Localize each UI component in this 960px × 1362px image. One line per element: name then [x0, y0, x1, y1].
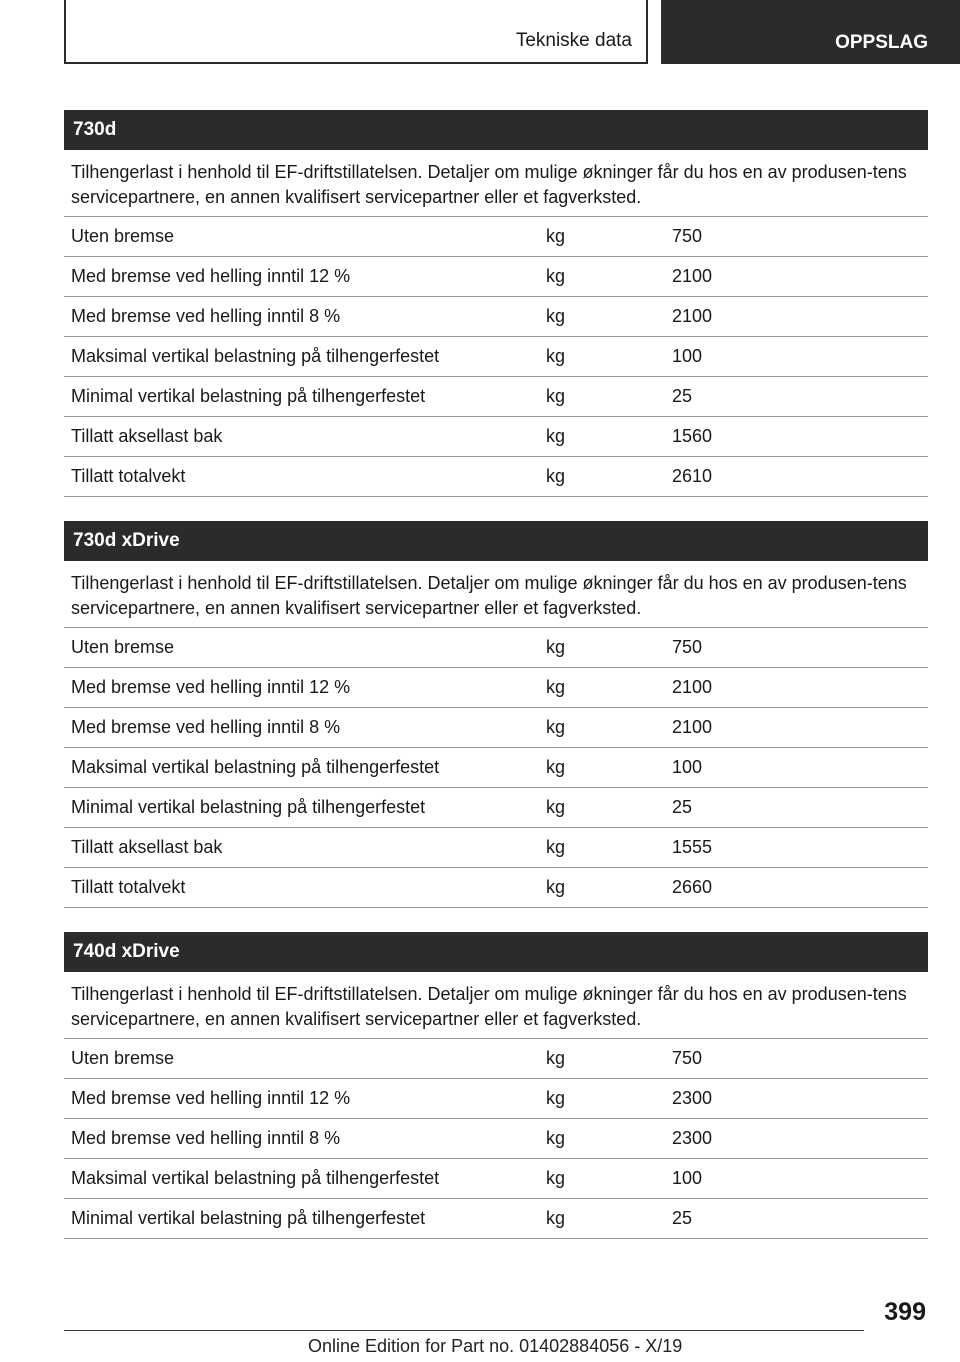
row-unit: kg — [546, 466, 566, 486]
row-label: Maksimal vertikal belastning på tilhengerfestet — [71, 346, 440, 366]
table-row — [64, 1159, 928, 1199]
block-title: 730d xDrive — [64, 521, 928, 561]
table-row — [64, 1039, 928, 1079]
row-value: 2660 — [672, 877, 713, 897]
spec-block-730d — [64, 110, 928, 497]
row-value: 100 — [672, 757, 703, 777]
table-row — [64, 377, 928, 417]
row-label: Maksimal vertikal belastning på tilhengerfestet — [71, 757, 440, 777]
table-row — [64, 628, 928, 668]
table-row — [64, 457, 928, 497]
row-label: Tillatt aksellast bak — [71, 426, 223, 446]
row-value: 750 — [672, 1048, 703, 1068]
row-unit: kg — [546, 1208, 566, 1228]
block-title: 740d xDrive — [64, 932, 928, 972]
row-unit: kg — [546, 637, 566, 657]
row-label: Med bremse ved helling inntil 12 % — [71, 1088, 351, 1108]
table-row — [64, 1199, 928, 1239]
row-label: Minimal vertikal belastning på tilhengerfestet — [71, 797, 426, 817]
row-value: 25 — [672, 1208, 693, 1228]
block-description: Tilhengerlast i henhold til EF-driftstillatelsen. Detaljer om mulige økninger får du hos en av produsen-tens servicepartnere, en annen kvalifisert servicepartner eller et fagverksted. — [64, 561, 928, 628]
section-tab-label: Tekniske data — [515, 30, 632, 51]
row-value: 2100 — [672, 677, 713, 697]
row-unit: kg — [546, 677, 566, 697]
row-value: 2100 — [672, 306, 713, 326]
block-description: Tilhengerlast i henhold til EF-driftstillatelsen. Detaljer om mulige økninger får du hos en av produsen-tens servicepartnere, en annen kvalifisert servicepartner eller et fagverksted. — [64, 150, 928, 217]
table-row — [64, 417, 928, 457]
row-value: 2300 — [672, 1088, 713, 1108]
table-row — [64, 1079, 928, 1119]
spec-block-730d-xdrive — [64, 521, 928, 908]
table-row — [64, 337, 928, 377]
page-number: 399 — [884, 1298, 926, 1326]
row-unit: kg — [546, 386, 566, 406]
row-label: Tillatt totalvekt — [71, 466, 186, 486]
row-unit: kg — [546, 346, 566, 366]
row-value: 750 — [672, 637, 703, 657]
row-value: 2100 — [672, 717, 713, 737]
row-value: 2300 — [672, 1128, 713, 1148]
footer-edition: Online Edition for Part no. 01402884056 - X/19 — [308, 1336, 683, 1356]
row-label: Med bremse ved helling inntil 8 % — [71, 306, 341, 326]
row-unit: kg — [546, 1168, 566, 1188]
row-value: 100 — [672, 346, 703, 366]
row-unit: kg — [546, 266, 566, 286]
row-value: 25 — [672, 386, 693, 406]
row-value: 25 — [672, 797, 693, 817]
spec-block-740d-xdrive — [64, 932, 928, 1239]
row-label: Med bremse ved helling inntil 12 % — [71, 677, 351, 697]
row-unit: kg — [546, 877, 566, 897]
row-unit: kg — [546, 1048, 566, 1068]
row-label: Minimal vertikal belastning på tilhengerfestet — [71, 386, 426, 406]
section-tab[interactable] — [64, 0, 648, 64]
table-row — [64, 868, 928, 908]
row-label: Tillatt aksellast bak — [71, 837, 223, 857]
chapter-tab-label: OPPSLAG — [835, 32, 928, 53]
row-label: Uten bremse — [71, 637, 175, 657]
row-label: Tillatt totalvekt — [71, 877, 186, 897]
row-unit: kg — [546, 1088, 566, 1108]
footer-divider — [64, 1330, 864, 1331]
table-row — [64, 297, 928, 337]
table-row — [64, 828, 928, 868]
block-description: Tilhengerlast i henhold til EF-driftstillatelsen. Detaljer om mulige økninger får du hos en av produsen-tens servicepartnere, en annen kvalifisert servicepartner eller et fagverksted. — [64, 972, 928, 1039]
row-value: 1555 — [672, 837, 713, 857]
table-row — [64, 748, 928, 788]
block-title: 730d — [64, 110, 928, 150]
table-row — [64, 1119, 928, 1159]
row-label: Med bremse ved helling inntil 8 % — [71, 717, 341, 737]
row-unit: kg — [546, 837, 566, 857]
table-row — [64, 217, 928, 257]
row-unit: kg — [546, 226, 566, 246]
row-unit: kg — [546, 797, 566, 817]
row-label: Uten bremse — [71, 226, 175, 246]
table-row — [64, 708, 928, 748]
row-unit: kg — [546, 757, 566, 777]
row-label: Minimal vertikal belastning på tilhengerfestet — [71, 1208, 426, 1228]
row-unit: kg — [546, 426, 566, 446]
row-label: Maksimal vertikal belastning på tilhengerfestet — [71, 1168, 440, 1188]
row-unit: kg — [546, 717, 566, 737]
row-label: Med bremse ved helling inntil 12 % — [71, 266, 351, 286]
table-row — [64, 668, 928, 708]
table-row — [64, 788, 928, 828]
row-label: Med bremse ved helling inntil 8 % — [71, 1128, 341, 1148]
row-value: 2100 — [672, 266, 713, 286]
table-row — [64, 257, 928, 297]
row-value: 2610 — [672, 466, 713, 486]
row-value: 100 — [672, 1168, 703, 1188]
row-value: 1560 — [672, 426, 713, 446]
row-value: 750 — [672, 226, 703, 246]
chapter-tab[interactable] — [661, 0, 960, 64]
row-label: Uten bremse — [71, 1048, 175, 1068]
row-unit: kg — [546, 1128, 566, 1148]
row-unit: kg — [546, 306, 566, 326]
